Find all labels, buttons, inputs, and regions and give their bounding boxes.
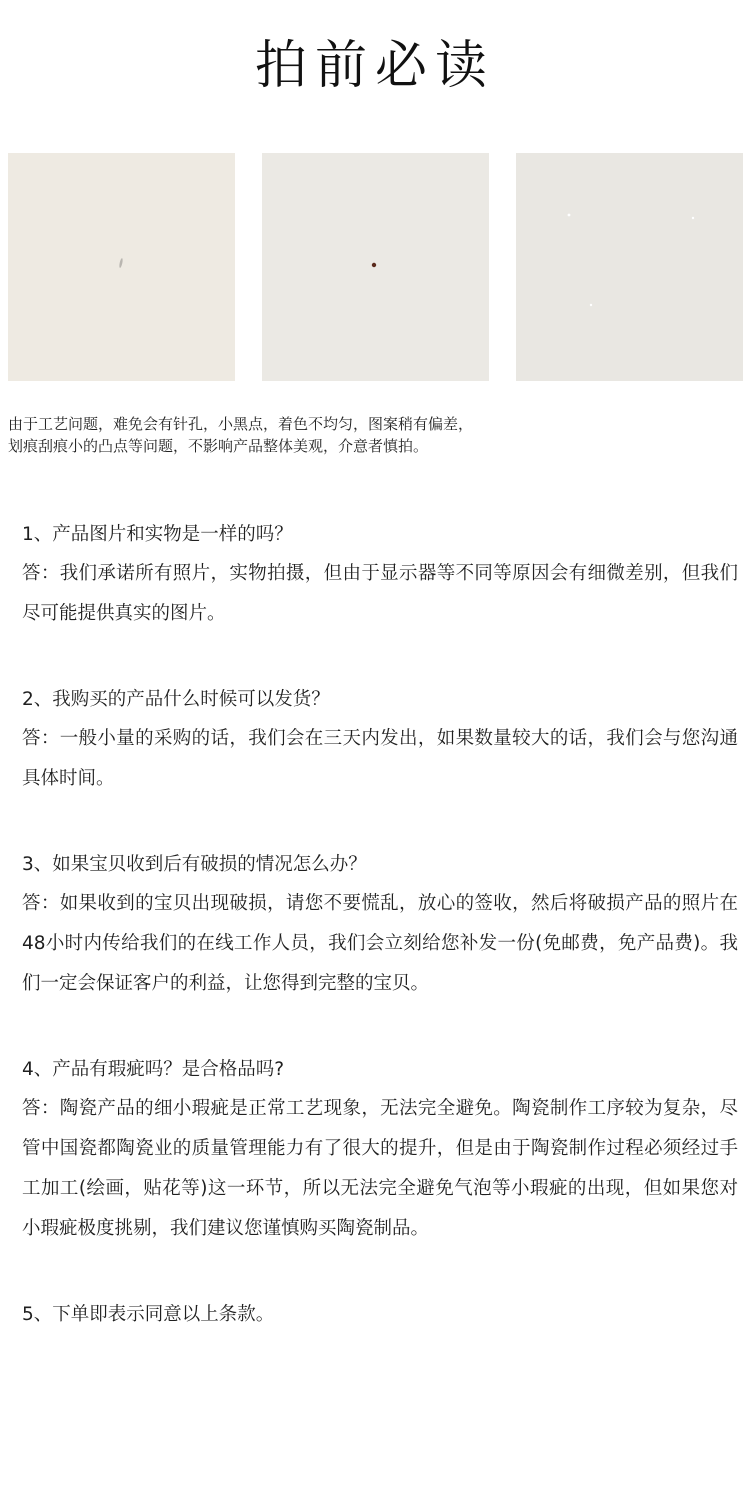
defect-photo-pinhole — [8, 153, 235, 381]
faq-question: 1、产品图片和实物是一样的吗？ — [22, 524, 293, 545]
page-title: 拍前必读 — [254, 36, 495, 96]
faq-item — [22, 681, 738, 799]
faq-item — [22, 516, 738, 634]
faq-item — [22, 1051, 738, 1249]
faq-answer: 答：如果收到的宝贝出现破损，请您不要慌乱，放心的签收，然后将破损产品的照片在48小时内传给我们的在线工作人员，我们会立刻给您补发一份(免邮费，免产品费)。我们一定会保证客户的利益，让您得到完整的宝贝。 — [22, 893, 738, 994]
defect-photo-gallery — [8, 153, 742, 381]
faq-item — [22, 846, 738, 1004]
quality-notice — [8, 413, 738, 457]
faq-question: 4、产品有瑕疵吗？是合格品吗? — [22, 1059, 285, 1080]
faq-item — [22, 1296, 738, 1334]
faq-question: 3、如果宝贝收到后有破损的情况怎么办？ — [22, 854, 367, 875]
faq-question: 5、下单即表示同意以上条款。 — [22, 1304, 275, 1325]
faq-answer: 答：我们承诺所有照片，实物拍摄，但由于显示器等不同等原因会有细微差别，但我们尽可能提供真实的图片。 — [22, 563, 738, 624]
pinhole-photo-image — [8, 153, 235, 381]
bump-photo-image — [516, 153, 743, 381]
faq-list — [22, 516, 738, 1334]
faq-answer: 答：陶瓷产品的细小瑕疵是正常工艺现象，无法完全避免。陶瓷制作工序较为复杂，尽管中国瓷都陶瓷业的质量管理能力有了很大的提升，但是由于陶瓷制作过程必须经过手工加工(绘画，贴花等)这一环节，所以无法完全避免气泡等小瑕疵的出现，但如果您对小瑕疵极度挑剔，我们建议您谨慎购买陶瓷制品。 — [22, 1098, 738, 1239]
black-dot-photo-image — [262, 153, 489, 381]
faq-answer: 答：一般小量的采购的话，我们会在三天内发出，如果数量较大的话，我们会与您沟通具体时间。 — [22, 728, 738, 789]
defect-photo-black-dot — [262, 153, 489, 381]
notice-line: 划痕刮痕小的凸点等问题，不影响产品整体美观，介意者慎拍。 — [8, 437, 429, 455]
defect-photo-bump — [516, 153, 743, 381]
notice-line: 由于工艺问题，难免会有针孔，小黑点，着色不均匀，图案稍有偏差， — [8, 415, 474, 433]
faq-question: 2、我购买的产品什么时候可以发货？ — [22, 689, 330, 710]
